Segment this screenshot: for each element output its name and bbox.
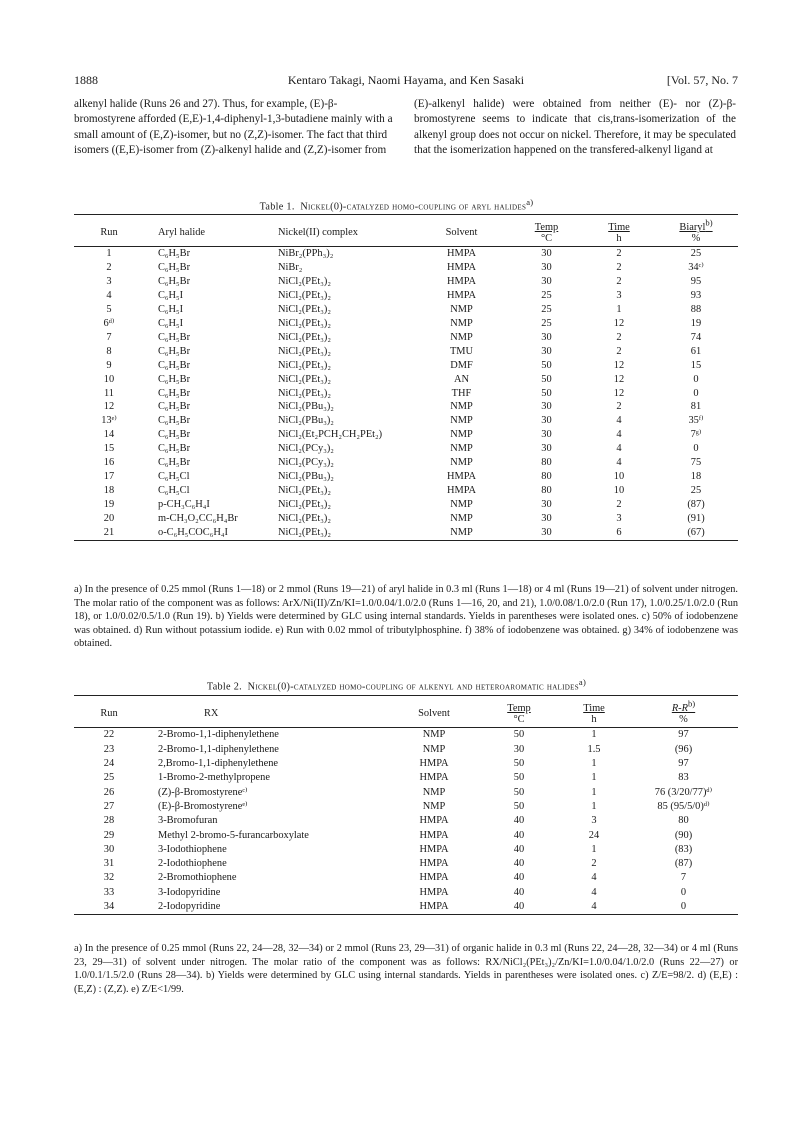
cell-time: 1 <box>591 843 597 855</box>
table-row <box>74 275 738 289</box>
t2-header-run: Run <box>100 707 118 719</box>
t1-header-temp: Temp <box>534 222 559 234</box>
volume-label: [Vol. 57, No. 7 <box>666 73 738 87</box>
cell-temp: 30 <box>541 262 552 274</box>
cell-halide: p-CH₃C₆H₄I <box>158 498 210 510</box>
cell-yield: 75 <box>690 457 702 469</box>
cell-temp: 40 <box>513 858 525 870</box>
cell-run: 34 <box>103 901 115 913</box>
t1-header-temp-unit: °C <box>540 233 553 245</box>
cell-run: 14 <box>103 429 115 441</box>
cell-yield: 0 <box>680 886 687 898</box>
cell-halide: C₆H₅Br <box>158 248 191 260</box>
cell-temp: 30 <box>513 743 525 755</box>
cell-solvent: AN <box>453 373 469 385</box>
cell-temp: 40 <box>513 815 525 827</box>
cell-solvent: NMP <box>422 729 446 741</box>
cell-halide: C₆H₅I <box>158 290 184 302</box>
table1-caption-label: Table 1. <box>259 201 295 213</box>
cell-temp: 25 <box>541 304 552 316</box>
cell-run: 4 <box>106 290 112 302</box>
cell-temp: 30 <box>541 415 552 427</box>
cell-temp: 80 <box>541 470 552 482</box>
cell-complex: NiCl₂(PEt₃)₂ <box>278 345 332 357</box>
table-row <box>74 512 738 526</box>
t1-header-time: Time <box>608 222 630 234</box>
cell-halide: C₆H₅Br <box>158 373 191 385</box>
cell-run: 6ᵈ⁾ <box>103 318 115 329</box>
cell-time: 24 <box>588 829 600 841</box>
cell-complex: NiCl₂(PEt₃)₂ <box>278 512 332 524</box>
cell-run: 33 <box>103 886 115 898</box>
table-row <box>74 345 738 359</box>
cell-rx: 2,Bromo-1,1-diphenylethene <box>158 758 279 770</box>
table2-caption <box>0 677 793 692</box>
cell-run: 28 <box>103 815 115 827</box>
cell-temp: 40 <box>513 901 525 913</box>
cell-rx: (E)-β-Bromostyreneᵉ⁾ <box>158 800 248 812</box>
cell-temp: 25 <box>541 318 552 329</box>
cell-temp: 40 <box>513 829 525 841</box>
table-row <box>74 743 738 757</box>
cell-solvent: NMP <box>450 415 473 427</box>
t1-header-biaryl-unit: % <box>691 233 701 245</box>
cell-solvent: HMPA <box>419 872 449 884</box>
cell-run: 7 <box>106 331 112 343</box>
t2-header-rr-unit: % <box>679 714 688 726</box>
cell-yield: (91) <box>687 512 705 524</box>
cell-yield: 80 <box>678 815 689 827</box>
cell-time: 4 <box>616 415 622 427</box>
cell-yield: 7 <box>680 872 687 884</box>
cell-time: 2 <box>591 858 597 870</box>
cell-yield: 15 <box>690 359 702 371</box>
t1-header-complex: Nickel(II) complex <box>278 226 358 238</box>
cell-time: 10 <box>613 470 625 482</box>
cell-solvent: DMF <box>450 359 473 371</box>
cell-time: 4 <box>591 872 597 884</box>
table2-body <box>74 728 738 915</box>
cell-complex: NiCl₂(PEt₃)₂ <box>278 318 332 329</box>
cell-complex: NiCl₂(PEt₃)₂ <box>278 304 332 316</box>
cell-temp: 40 <box>513 886 525 898</box>
cell-run: 10 <box>103 373 115 385</box>
cell-complex: NiCl₂(PEt₃)₂ <box>278 331 332 343</box>
cell-yield: 76 (3/20/77)ᵈ⁾ <box>654 786 713 798</box>
cell-temp: 30 <box>541 443 552 455</box>
cell-solvent: HMPA <box>446 484 477 496</box>
cell-run: 13ᵉ⁾ <box>101 415 117 427</box>
cell-yield: 34ᶜ⁾ <box>688 262 704 274</box>
cell-temp: 40 <box>513 872 525 884</box>
table-row <box>74 331 738 345</box>
cell-complex: NiCl₂(PEt₃)₂ <box>278 498 332 510</box>
t2-header-solvent: Solvent <box>418 707 450 719</box>
cell-time: 1 <box>616 304 622 316</box>
cell-rx: 3-Iodopyridine <box>158 886 221 898</box>
cell-complex: NiBr₂ <box>278 262 303 274</box>
t1-header-time-unit: h <box>616 233 622 245</box>
cell-run: 26 <box>103 786 115 798</box>
cell-halide: C₆H₅I <box>158 304 184 316</box>
table-row <box>74 428 738 442</box>
cell-run: 31 <box>103 858 115 870</box>
cell-temp: 50 <box>513 729 525 741</box>
cell-time: 1 <box>591 758 597 770</box>
cell-run: 19 <box>103 498 115 510</box>
table-row <box>74 400 738 414</box>
cell-yield: 0 <box>680 901 687 913</box>
cell-time: 1 <box>591 800 597 812</box>
cell-solvent: NMP <box>450 443 473 455</box>
table2-footnote: a) In the presence of 0.25 mmol (Runs 22, 24—28, 32—34) or 2 mmol (Runs 23, 29—31) of organic halide in 0.3 ml (Runs 22, 24—28, 32—34) or 4 ml (Runs 23, 29—31) of solvent under nitrogen. The molar ratio of the component was as follows: RX/NiCl₂(PEt₃)₂/Zn/KI=1.0/0.04/1.0/2.0 (Runs 22—27) or 1.0/0.1/1.5/2.0 (Runs 28—34). b) Yields were determined by GLC using internal standards. Yields in parentheses were isolated ones. c) Z/E=98/2. d) (E,E) : (E,Z) : (Z,Z). e) Z/E<1/99. <box>74 943 738 995</box>
t1-header-aryl-halide: Aryl halide <box>158 226 206 238</box>
cell-temp: 50 <box>513 772 525 784</box>
cell-complex: NiCl₂(PEt₃)₂ <box>278 526 332 538</box>
cell-halide: C₆H₅Br <box>158 429 191 441</box>
cell-temp: 30 <box>541 526 552 538</box>
cell-temp: 50 <box>513 758 525 770</box>
cell-yield: (87) <box>687 498 705 510</box>
cell-time: 12 <box>613 387 625 399</box>
table-row <box>74 387 738 401</box>
cell-yield: 25 <box>690 248 702 260</box>
table-row <box>74 757 738 771</box>
cell-yield: 81 <box>690 401 702 413</box>
cell-solvent: NMP <box>450 401 473 413</box>
cell-run: 27 <box>103 800 115 812</box>
table-row <box>74 498 738 512</box>
cell-rx: 2-Iodopyridine <box>158 901 221 913</box>
t1-header-biaryl: Biaryl$^{b)}$ <box>679 218 713 234</box>
table-row <box>74 843 738 857</box>
cell-time: 6 <box>616 526 622 538</box>
t2-header-rr: $R-R^{b)}$ <box>671 699 696 715</box>
cell-temp: 80 <box>541 484 552 496</box>
table-row <box>74 871 738 885</box>
t2-header-rx: RX <box>204 707 219 719</box>
t2-header-time: Time <box>583 703 605 715</box>
cell-solvent: NMP <box>450 457 473 469</box>
cell-halide: C₆H₅Br <box>158 359 191 371</box>
cell-yield: 35ᶠ⁾ <box>688 415 704 427</box>
cell-yield: 0 <box>693 373 699 385</box>
cell-solvent: NMP <box>450 318 473 329</box>
cell-run: 1 <box>106 248 112 260</box>
cell-halide: o-C₆H₅COC₆H₄I <box>158 526 228 538</box>
cell-time: 1 <box>591 729 597 741</box>
cell-time: 2 <box>616 345 622 357</box>
table-row <box>74 728 738 743</box>
cell-solvent: THF <box>451 387 472 399</box>
cell-complex: NiCl₂(PEt₃)₂ <box>278 387 332 399</box>
cell-time: 4 <box>591 886 597 898</box>
cell-time: 2 <box>616 262 622 274</box>
cell-rx: (Z)-β-Bromostyreneᶜ⁾ <box>158 786 248 798</box>
cell-temp: 30 <box>541 345 552 357</box>
table2-caption-mark: a) <box>578 677 587 687</box>
cell-time: 3 <box>616 512 622 524</box>
cell-yield: 25 <box>690 484 702 496</box>
cell-temp: 50 <box>513 786 525 798</box>
cell-halide: C₆H₅Br <box>158 443 191 455</box>
cell-complex: NiCl₂(PCy₃)₂ <box>278 457 334 469</box>
cell-yield: 97 <box>678 729 689 741</box>
cell-complex: NiCl₂(PBu₃)₂ <box>278 401 334 413</box>
table-row <box>74 800 738 814</box>
table1-body <box>74 247 738 540</box>
cell-run: 22 <box>103 729 115 741</box>
table-row <box>74 359 738 373</box>
cell-solvent: NMP <box>450 304 473 316</box>
cell-temp: 30 <box>541 512 552 524</box>
page-number: 1888 <box>74 73 98 87</box>
cell-solvent: NMP <box>450 526 473 538</box>
cell-run: 8 <box>106 345 112 357</box>
table1-caption <box>0 197 793 212</box>
cell-halide: C₆H₅Br <box>158 387 191 399</box>
cell-temp: 50 <box>513 800 525 812</box>
cell-temp: 30 <box>541 276 552 288</box>
cell-yield: (83) <box>674 843 693 855</box>
cell-temp: 30 <box>541 331 552 343</box>
cell-run: 20 <box>103 512 115 524</box>
cell-run: 29 <box>103 829 115 841</box>
running-title-authors: Kentaro Takagi, Naomi Hayama, and Ken Sasaki <box>287 73 525 87</box>
cell-complex: NiCl₂(PEt₃)₂ <box>278 290 332 302</box>
cell-time: 12 <box>613 373 625 385</box>
cell-run: 11 <box>103 387 114 399</box>
cell-halide: C₆H₅Cl <box>158 484 190 496</box>
cell-temp: 40 <box>513 843 525 855</box>
table-row <box>74 289 738 303</box>
cell-solvent: TMU <box>449 345 474 357</box>
cell-rx: 2-Bromo-1,1-diphenylethene <box>158 729 279 741</box>
cell-halide: C₆H₅Cl <box>158 470 190 482</box>
cell-rx: 1-Bromo-2-methylpropene <box>158 772 270 784</box>
cell-time: 2 <box>616 498 622 510</box>
cell-run: 2 <box>106 262 112 274</box>
cell-temp: 30 <box>541 401 552 413</box>
table1-caption-mark: a) <box>526 197 534 207</box>
cell-run: 15 <box>103 443 115 455</box>
cell-solvent: HMPA <box>419 815 449 827</box>
cell-run: 30 <box>103 843 115 855</box>
table2-caption-label: Table 2. <box>206 681 242 693</box>
t2-header-temp: Temp <box>507 703 531 715</box>
cell-rx: 3-Bromofuran <box>158 815 218 827</box>
cell-solvent: HMPA <box>419 829 449 841</box>
cell-complex: NiCl₂(PEt₃)₂ <box>278 373 332 385</box>
cell-solvent: NMP <box>422 743 446 755</box>
cell-rx: 3-Iodothiophene <box>158 843 227 855</box>
table-row <box>74 771 738 785</box>
cell-solvent: HMPA <box>419 901 449 913</box>
cell-run: 21 <box>103 526 115 538</box>
cell-time: 4 <box>591 901 597 913</box>
cell-complex: NiCl₂(PEt₃)₂ <box>278 484 332 496</box>
cell-run: 3 <box>106 276 112 288</box>
cell-halide: m-CH₃O₂CC₆H₄Br <box>158 512 238 524</box>
cell-time: 4 <box>616 443 622 455</box>
cell-run: 12 <box>103 401 115 413</box>
table1 <box>74 214 738 541</box>
table-row <box>74 857 738 871</box>
cell-halide: C₆H₅Br <box>158 415 191 427</box>
cell-time: 2 <box>616 248 622 260</box>
cell-solvent: NMP <box>450 512 473 524</box>
cell-time: 2 <box>616 276 622 288</box>
cell-temp: 30 <box>541 429 552 441</box>
table-row <box>74 414 738 428</box>
cell-time: 3 <box>591 815 597 827</box>
cell-yield: 97 <box>678 758 689 770</box>
cell-solvent: HMPA <box>446 290 477 302</box>
cell-temp: 25 <box>541 290 552 302</box>
cell-run: 25 <box>103 772 115 784</box>
table-row <box>74 900 738 915</box>
table-row <box>74 247 738 261</box>
cell-time: 12 <box>613 359 625 371</box>
cell-complex: NiCl₂(PCy₃)₂ <box>278 443 334 455</box>
table-row <box>74 484 738 498</box>
cell-time: 12 <box>613 318 625 329</box>
cell-halide: C₆H₅Br <box>158 401 191 413</box>
cell-solvent: NMP <box>450 429 473 441</box>
cell-yield: 95 <box>690 276 702 288</box>
cell-yield: 0 <box>693 443 699 455</box>
cell-yield: 93 <box>690 290 702 302</box>
cell-yield: 74 <box>690 331 702 343</box>
table-row <box>74 526 738 540</box>
cell-run: 9 <box>106 359 112 371</box>
table1-footnote: a) In the presence of 0.25 mmol (Runs 1—18) or 2 mmol (Runs 19—21) of aryl halide in 0.3 ml (Runs 1—18) or 4 ml (Runs 19—21) of solvent under nitrogen. The molar ratio of the component was as follows: ArX/Ni(II)/Zn/KI=1.0/0.04/1.0/2.0 (Runs 1—16, 20, and 21), 1.0/0.08/1.0/2.0 (Run 17), 1.0/0.25/1.0/2.0 (Run 18), or 1.0/0.02/0.5/1.0 (Run 19). b) Yields were determined by GLC using internal standards. Yields in parentheses were isolated ones. c) 50% of iodobenzene was obtained. d) Run without potassium iodide. e) Run with 0.02 mmol of tributylphosphine. f) 38% of iodobenzene was obtained. g) 34% of iodobenzene was obtained. <box>74 584 738 650</box>
table-row <box>74 261 738 275</box>
cell-yield: 83 <box>678 772 689 784</box>
cell-run: 16 <box>103 457 115 469</box>
cell-solvent: HMPA <box>419 858 449 870</box>
cell-time: 2 <box>616 331 622 343</box>
table-row <box>74 456 738 470</box>
cell-rx: 2-Bromo-1,1-diphenylethene <box>158 743 279 755</box>
cell-time: 4 <box>616 457 622 469</box>
cell-halide: C₆H₅I <box>158 318 184 329</box>
cell-temp: 50 <box>541 373 552 385</box>
cell-solvent: HMPA <box>446 470 477 482</box>
cell-solvent: NMP <box>450 498 473 510</box>
cell-temp: 80 <box>541 457 552 469</box>
cell-yield: (90) <box>674 829 693 841</box>
table-row <box>74 814 738 828</box>
cell-complex: NiCl₂(PEt₃)₂ <box>278 276 332 288</box>
cell-time: 3 <box>616 290 622 302</box>
cell-complex: NiCl₂(PBu₃)₂ <box>278 415 334 427</box>
table-row <box>74 786 738 800</box>
cell-time: 1 <box>591 772 597 784</box>
cell-solvent: NMP <box>422 800 446 812</box>
cell-yield: 19 <box>690 318 702 329</box>
cell-solvent: HMPA <box>446 262 477 274</box>
table-row <box>74 303 738 317</box>
cell-complex: NiBr₂(PPh₃)₂ <box>278 248 334 260</box>
cell-rx: Methyl 2-bromo-5-furancarboxylate <box>158 829 309 841</box>
cell-yield: (67) <box>687 526 705 538</box>
cell-halide: C₆H₅Br <box>158 457 191 469</box>
table-row <box>74 317 738 331</box>
cell-halide: C₆H₅Br <box>158 331 191 343</box>
cell-halide: C₆H₅Br <box>158 276 191 288</box>
cell-solvent: HMPA <box>419 886 449 898</box>
left-column-text: alkenyl halide (Runs 26 and 27). Thus, for example, (E)-β-bromostyrene afforded (E,E)-1,4-diphenyl-1,3-butadiene mainly with a small amount of (E,Z)-isomer, but no (Z,Z)-isomer. The fact that third isomers ((E,E)-isomer from (Z)-alkenyl halide and (Z,Z)-isomer from <box>74 98 393 157</box>
cell-time: 1.5 <box>587 743 601 755</box>
cell-solvent: NMP <box>450 331 473 343</box>
cell-time: 4 <box>616 429 622 441</box>
cell-temp: 50 <box>541 359 552 371</box>
table-row <box>74 442 738 456</box>
cell-run: 23 <box>103 743 115 755</box>
cell-yield: 7ᵍ⁾ <box>690 429 702 441</box>
cell-temp: 30 <box>541 248 552 260</box>
t1-header-run: Run <box>100 226 118 238</box>
table-row <box>74 470 738 484</box>
cell-solvent: HMPA <box>419 843 449 855</box>
cell-solvent: HMPA <box>419 772 449 784</box>
t2-header-temp-unit: °C <box>513 714 525 726</box>
cell-rx: 2-Bromothiophene <box>158 872 237 884</box>
table1-caption-title: Nickel(0)-catalyzed homo-coupling of aryl halides <box>300 201 527 213</box>
cell-solvent: HMPA <box>446 276 477 288</box>
cell-run: 24 <box>103 758 115 770</box>
table-row <box>74 886 738 900</box>
cell-complex: NiCl₂(PEt₃)₂ <box>278 359 332 371</box>
cell-time: 10 <box>613 484 625 496</box>
cell-yield: (87) <box>674 858 693 870</box>
cell-halide: C₆H₅Br <box>158 345 191 357</box>
cell-temp: 30 <box>541 498 552 510</box>
table2-caption-title: Nickel(0)-catalyzed homo-coupling of alkenyl and heteroaromatic halides <box>247 681 579 693</box>
right-column-text: (E)-alkenyl halide) were obtained from neither (E)- nor (Z)-β-bromostyrene seems to indicate that cis,trans-isomerization of the alkenyl group does not occur on nickel. Therefore, it may be speculated that the isomerization happened on the transfered-alkenyl ligand at <box>414 98 736 157</box>
table-row <box>74 829 738 843</box>
cell-yield: (96) <box>674 743 693 755</box>
cell-yield: 18 <box>690 470 702 482</box>
t2-header-time-unit: h <box>591 714 597 726</box>
cell-run: 18 <box>103 484 115 496</box>
cell-run: 32 <box>103 872 115 884</box>
cell-complex: NiCl₂(PBu₃)₂ <box>278 470 334 482</box>
cell-solvent: HMPA <box>446 248 477 260</box>
table2 <box>74 695 738 915</box>
cell-yield: 85 (95/5/0)ᵈ⁾ <box>657 800 710 812</box>
cell-yield: 0 <box>693 387 699 399</box>
cell-yield: 61 <box>690 345 702 357</box>
cell-time: 2 <box>616 401 622 413</box>
cell-temp: 50 <box>541 387 552 399</box>
cell-time: 1 <box>591 786 597 798</box>
t1-header-solvent: Solvent <box>445 226 478 238</box>
cell-yield: 88 <box>690 304 702 316</box>
cell-run: 5 <box>106 304 112 316</box>
cell-rx: 2-Iodothiophene <box>158 858 227 870</box>
cell-halide: C₆H₅Br <box>158 262 191 274</box>
cell-solvent: NMP <box>422 786 446 798</box>
cell-run: 17 <box>103 470 115 482</box>
cell-solvent: HMPA <box>419 758 449 770</box>
table-row <box>74 373 738 387</box>
cell-complex: NiCl₂(Et₂PCH₂CH₂PEt₂) <box>278 429 383 441</box>
